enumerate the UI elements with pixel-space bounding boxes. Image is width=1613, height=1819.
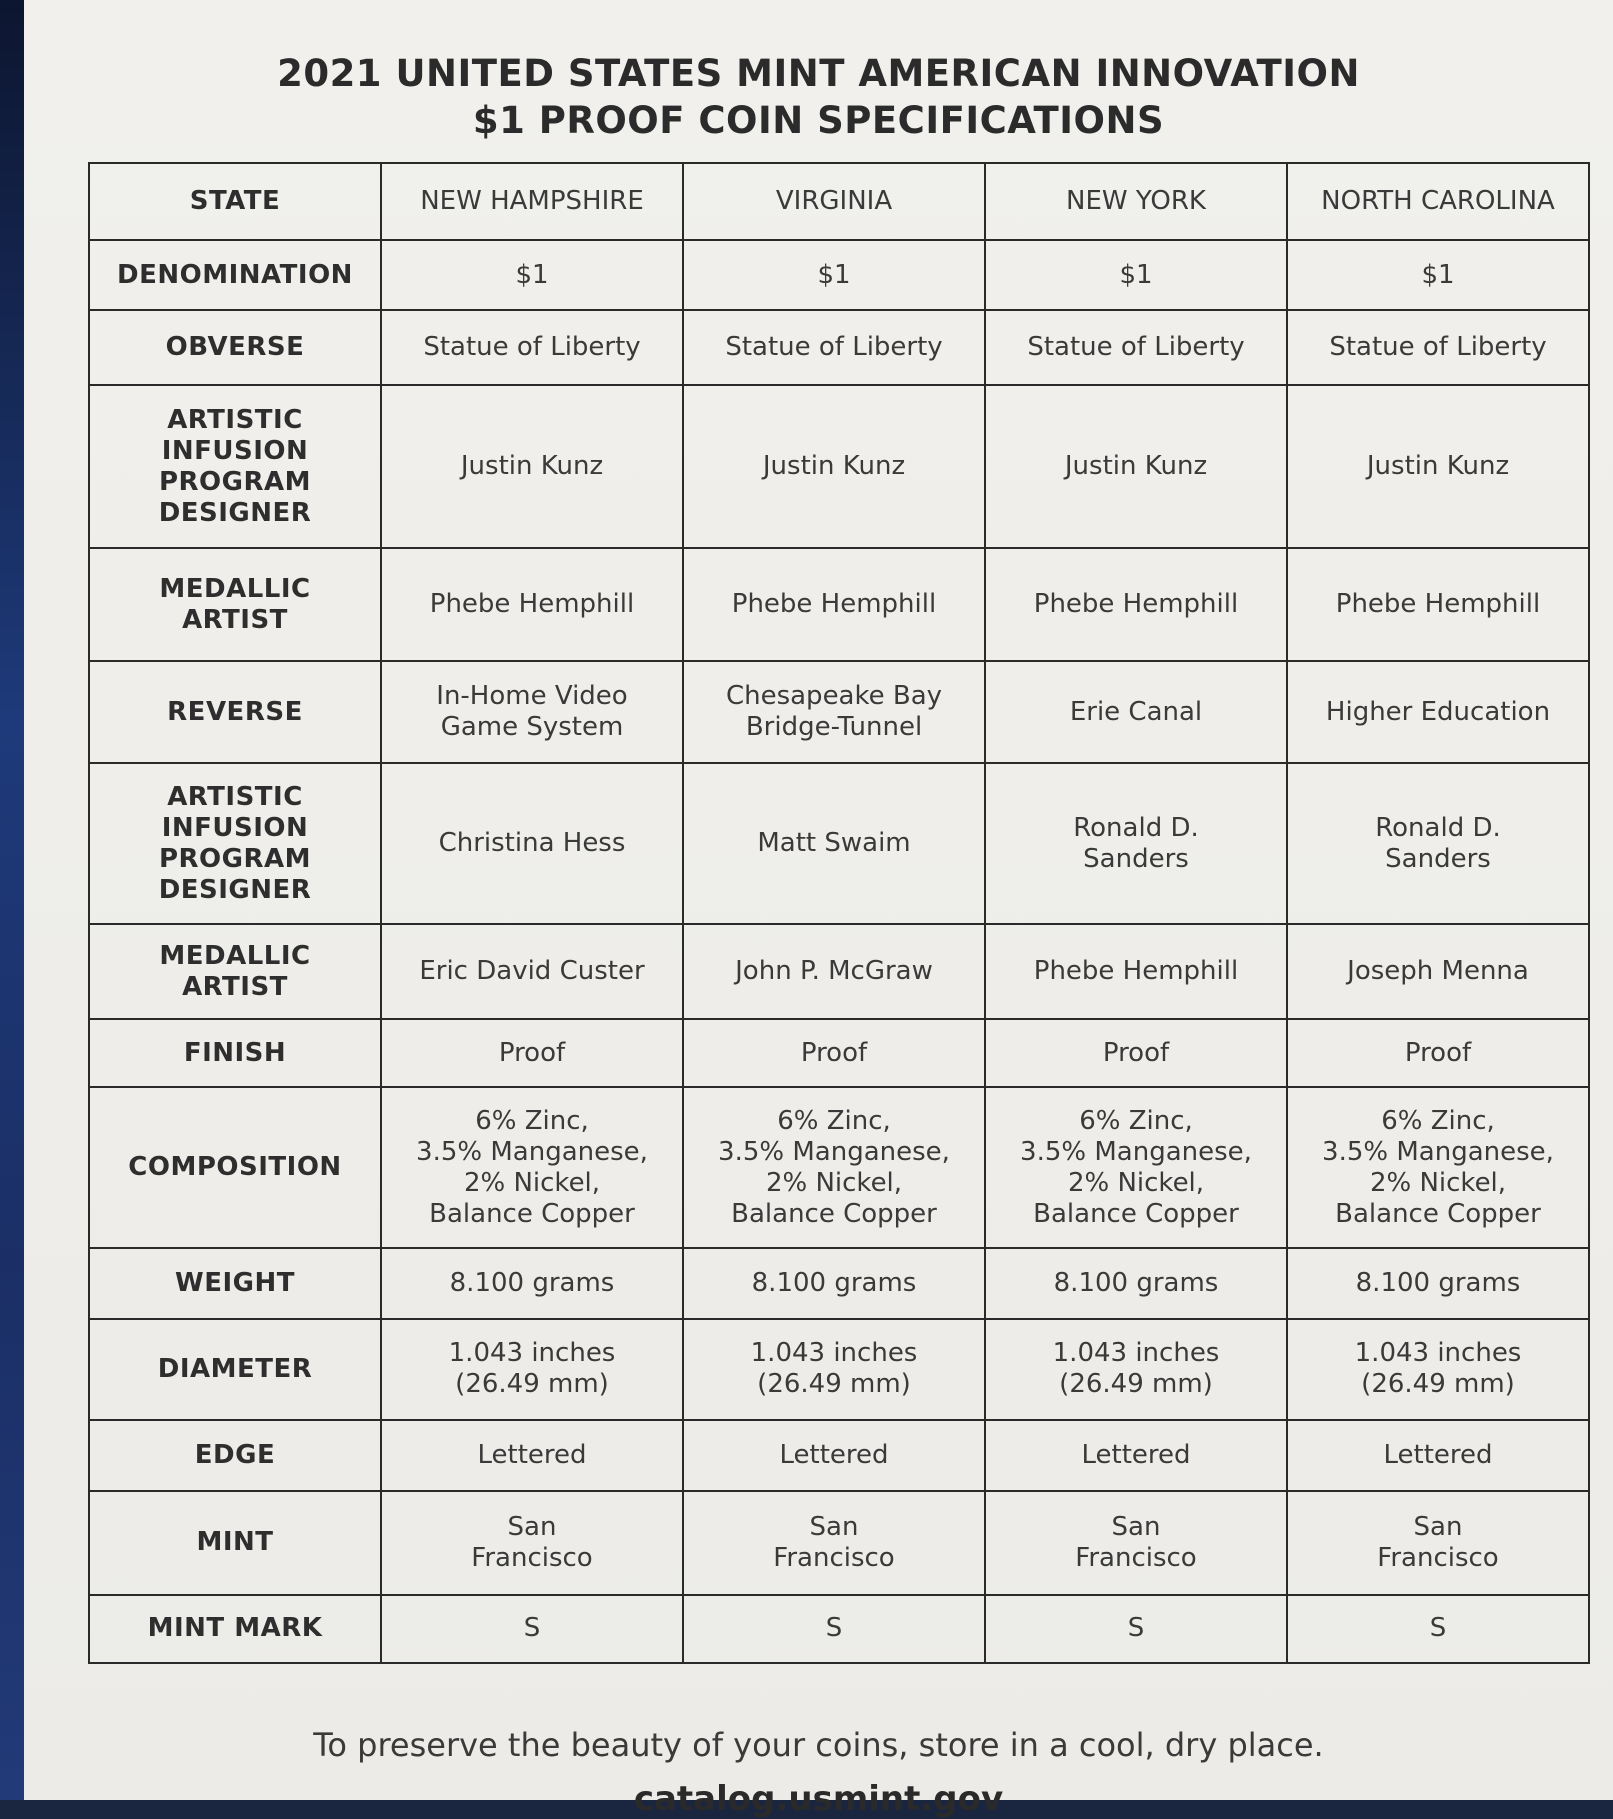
- table-cell: 1.043 inches (26.49 mm): [1287, 1319, 1589, 1421]
- row-header: STATE: [89, 163, 381, 240]
- row-header: COMPOSITION: [89, 1087, 381, 1248]
- table-cell: Phebe Hemphill: [985, 924, 1287, 1019]
- table-row: [89, 240, 1589, 310]
- table-cell: 6% Zinc, 3.5% Manganese, 2% Nickel, Balance Copper: [683, 1087, 985, 1248]
- table-cell: 8.100 grams: [683, 1248, 985, 1318]
- table-cell: S: [985, 1595, 1287, 1663]
- table-cell: $1: [381, 240, 683, 310]
- row-header: MINT MARK: [89, 1595, 381, 1663]
- table-row: [89, 548, 1589, 661]
- table-row: [89, 1019, 1589, 1087]
- table-cell: VIRGINIA: [683, 163, 985, 240]
- table-cell: 8.100 grams: [381, 1248, 683, 1318]
- table-cell: Justin Kunz: [683, 385, 985, 548]
- table-cell: 8.100 grams: [1287, 1248, 1589, 1318]
- table-cell: Matt Swaim: [683, 763, 985, 924]
- table-row: [89, 1420, 1589, 1490]
- table-cell: Statue of Liberty: [1287, 310, 1589, 385]
- table-cell: Phebe Hemphill: [683, 548, 985, 661]
- table-cell: Proof: [985, 1019, 1287, 1087]
- row-header: WEIGHT: [89, 1248, 381, 1318]
- table-cell: In-Home Video Game System: [381, 661, 683, 763]
- table-cell: San Francisco: [683, 1491, 985, 1595]
- table-row: [89, 310, 1589, 385]
- table-cell: S: [683, 1595, 985, 1663]
- table-cell: Higher Education: [1287, 661, 1589, 763]
- table-cell: Lettered: [985, 1420, 1287, 1490]
- table-row: [89, 1319, 1589, 1421]
- table-row: [89, 661, 1589, 763]
- table-cell: NORTH CAROLINA: [1287, 163, 1589, 240]
- table-cell: Ronald D. Sanders: [1287, 763, 1589, 924]
- table-cell: 8.100 grams: [985, 1248, 1287, 1318]
- table-row: [89, 163, 1589, 240]
- table-cell: 1.043 inches (26.49 mm): [381, 1319, 683, 1421]
- table-cell: Phebe Hemphill: [1287, 548, 1589, 661]
- row-header: MEDALLIC ARTIST: [89, 548, 381, 661]
- table-row: [89, 1087, 1589, 1248]
- document-title: [24, 50, 1613, 144]
- table-cell: San Francisco: [1287, 1491, 1589, 1595]
- specifications-table: [88, 162, 1590, 1664]
- table-cell: 6% Zinc, 3.5% Manganese, 2% Nickel, Balance Copper: [985, 1087, 1287, 1248]
- row-header: ARTISTIC INFUSION PROGRAM DESIGNER: [89, 385, 381, 548]
- table-cell: Lettered: [381, 1420, 683, 1490]
- table-cell: 6% Zinc, 3.5% Manganese, 2% Nickel, Balance Copper: [381, 1087, 683, 1248]
- row-header: OBVERSE: [89, 310, 381, 385]
- table-cell: $1: [683, 240, 985, 310]
- table-cell: Justin Kunz: [985, 385, 1287, 548]
- table-cell: Statue of Liberty: [683, 310, 985, 385]
- table-cell: Statue of Liberty: [381, 310, 683, 385]
- table-cell: San Francisco: [985, 1491, 1287, 1595]
- table-cell: Proof: [381, 1019, 683, 1087]
- table-cell: 6% Zinc, 3.5% Manganese, 2% Nickel, Balance Copper: [1287, 1087, 1589, 1248]
- table-cell: Chesapeake Bay Bridge-Tunnel: [683, 661, 985, 763]
- catalog-url: catalog.usmint.gov: [633, 1779, 1004, 1819]
- table-cell: NEW HAMPSHIRE: [381, 163, 683, 240]
- row-header: FINISH: [89, 1019, 381, 1087]
- table-row: [89, 1595, 1589, 1663]
- table-row: [89, 385, 1589, 548]
- table-cell: 1.043 inches (26.49 mm): [683, 1319, 985, 1421]
- row-header: ARTISTIC INFUSION PROGRAM DESIGNER: [89, 763, 381, 924]
- table-cell: S: [1287, 1595, 1589, 1663]
- table-cell: Joseph Menna: [1287, 924, 1589, 1019]
- title-line-2: $1 PROOF COIN SPECIFICATIONS: [472, 99, 1165, 142]
- row-header: MEDALLIC ARTIST: [89, 924, 381, 1019]
- table-cell: Erie Canal: [985, 661, 1287, 763]
- table-row: [89, 1248, 1589, 1318]
- row-header: DIAMETER: [89, 1319, 381, 1421]
- table-cell: S: [381, 1595, 683, 1663]
- care-note: To preserve the beauty of your coins, store in a cool, dry place.: [313, 1726, 1324, 1764]
- spec-sheet: [24, 0, 1613, 1819]
- table-cell: $1: [1287, 240, 1589, 310]
- specifications-table-body: [89, 163, 1589, 1663]
- table-cell: NEW YORK: [985, 163, 1287, 240]
- table-cell: 1.043 inches (26.49 mm): [985, 1319, 1287, 1421]
- table-cell: Ronald D. Sanders: [985, 763, 1287, 924]
- table-cell: Statue of Liberty: [985, 310, 1287, 385]
- table-cell: Lettered: [1287, 1420, 1589, 1490]
- row-header: MINT: [89, 1491, 381, 1595]
- table-row: [89, 924, 1589, 1019]
- title-line-1: 2021 UNITED STATES MINT AMERICAN INNOVATION: [277, 52, 1360, 95]
- row-header: REVERSE: [89, 661, 381, 763]
- table-cell: Proof: [683, 1019, 985, 1087]
- table-cell: John P. McGraw: [683, 924, 985, 1019]
- table-cell: Justin Kunz: [381, 385, 683, 548]
- table-row: [89, 763, 1589, 924]
- row-header: EDGE: [89, 1420, 381, 1490]
- table-cell: San Francisco: [381, 1491, 683, 1595]
- table-cell: Justin Kunz: [1287, 385, 1589, 548]
- table-cell: $1: [985, 240, 1287, 310]
- table-cell: Phebe Hemphill: [381, 548, 683, 661]
- table-cell: Eric David Custer: [381, 924, 683, 1019]
- table-cell: Phebe Hemphill: [985, 548, 1287, 661]
- table-cell: Proof: [1287, 1019, 1589, 1087]
- row-header: DENOMINATION: [89, 240, 381, 310]
- table-cell: Christina Hess: [381, 763, 683, 924]
- table-row: [89, 1491, 1589, 1595]
- table-cell: Lettered: [683, 1420, 985, 1490]
